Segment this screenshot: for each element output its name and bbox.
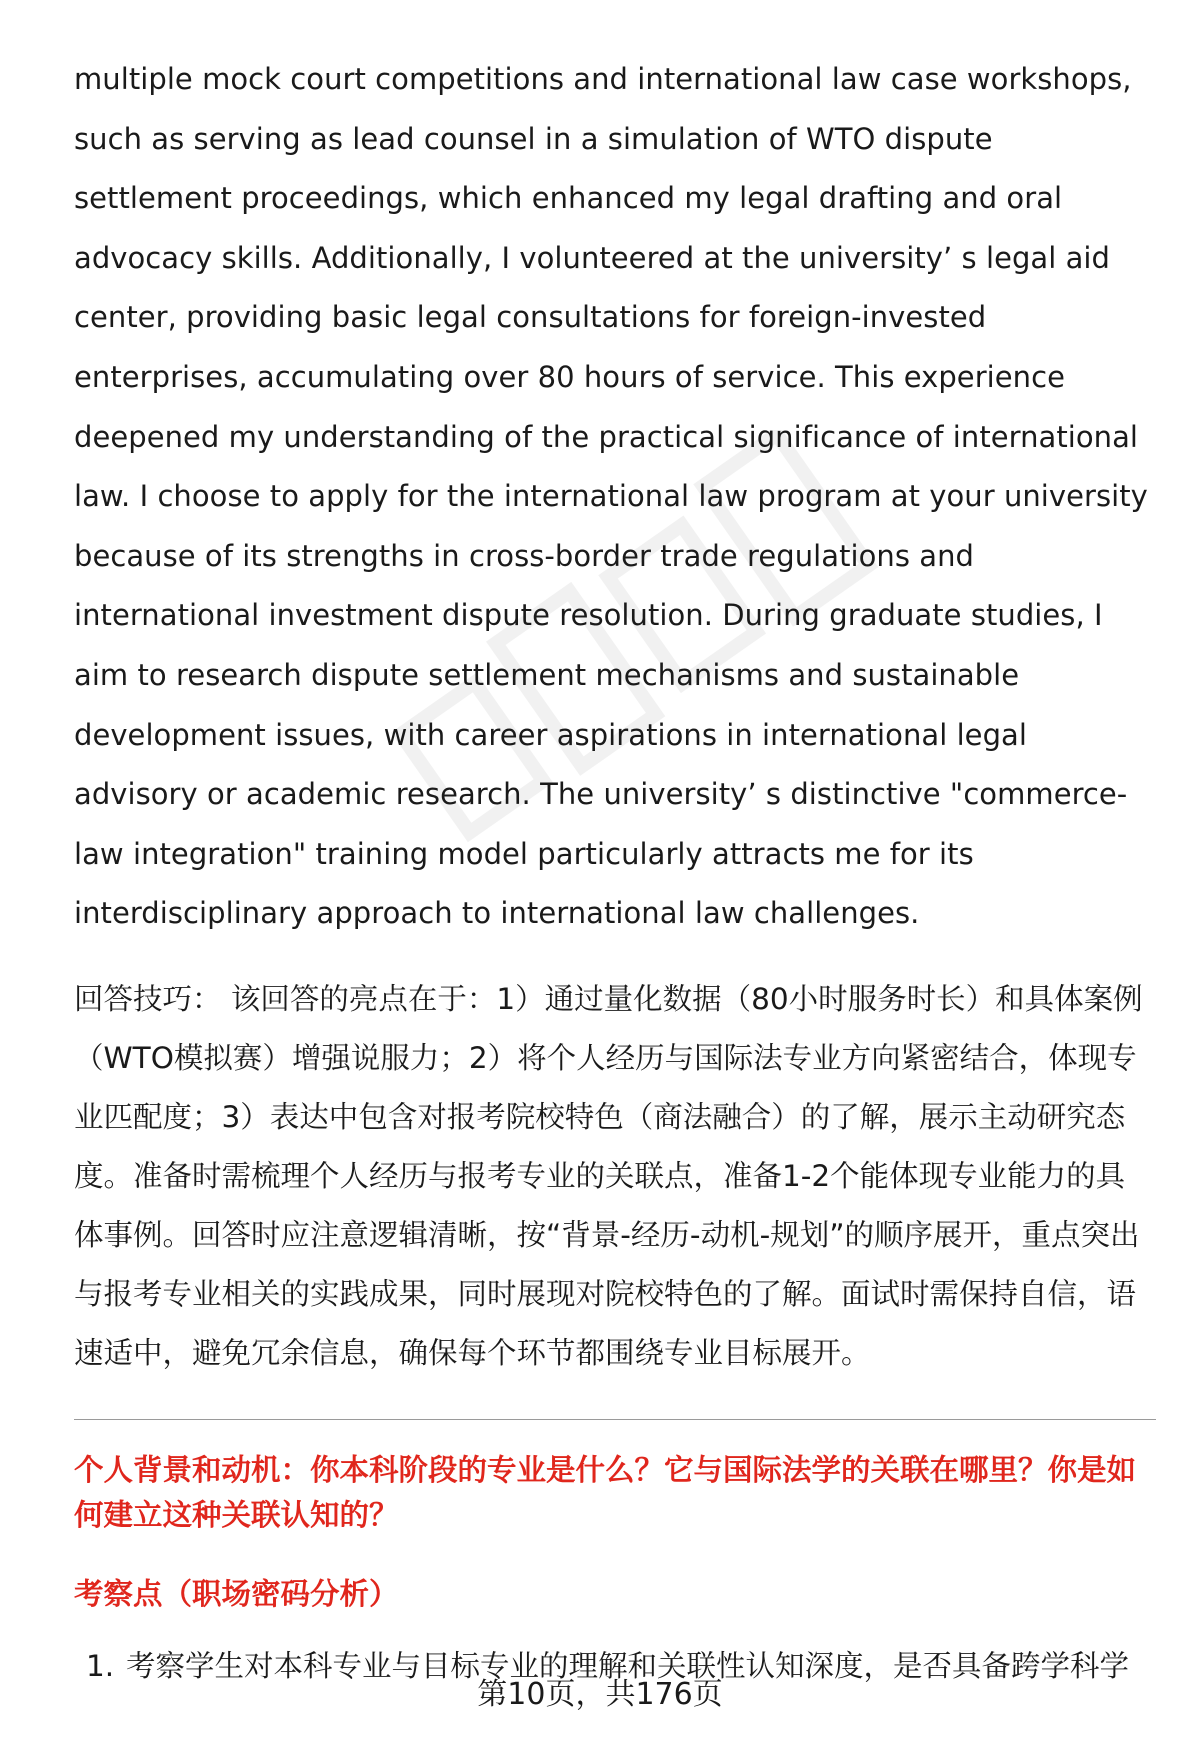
assessment-points-heading: 考察点（职场密码分析） bbox=[74, 1576, 399, 1611]
interview-question: 个人背景和动机：你本科阶段的专业是什么？它与国际法学的关联在哪里？你是如何建立这种关联认知的？ bbox=[74, 1452, 1137, 1532]
main-content bbox=[74, 50, 1150, 1686]
english-answer-paragraph: multiple mock court competitions and international law case workshops, such as serving as lead counsel in a simulation of WTO dispute settlement proceedings, which enhanced my legal drafting and oral advocacy skills. Additionally, I volunteered at the university’ s legal aid center, providing basic legal consultations for foreign-invested enterprises, accumulating over 80 hours of service. This experience deepened my understanding of the practical significance of international law. I choose to apply for the international law program at your university because of its strengths in cross-border trade regulations and international investment dispute resolution. During graduate studies, I aim to research dispute settlement mechanisms and sustainable development issues, with career aspirations in international legal advisory or academic research. The university’ s distinctive "commerce-law integration" training model particularly attracts me for its interdisciplinary approach to international law challenges. bbox=[74, 62, 1148, 931]
answer-tips-paragraph: 回答技巧： 该回答的亮点在于：1）通过量化数据（80小时服务时长）和具体案例（WTO模拟赛）增强说服力；2）将个人经历与国际法专业方向紧密结合，体现专业匹配度；3）表达中包含对报考院校特色（商法融合）的了解，展示主动研究态度。准备时需梳理个人经历与报考专业的关联点，准备1-2个能体现专业能力的具体事例。回答时应注意逻辑清晰，按“背景-经历-动机-规划”的顺序展开，重点突出与报考专业相关的实践成果，同时展现对院校特色的了解。面试时需保持自信，语速适中，避免冗余信息，确保每个环节都围绕专业目标展开。 bbox=[74, 981, 1143, 1370]
page-number-footer: 第10页，共176页 bbox=[477, 1677, 723, 1712]
section-divider bbox=[74, 1419, 1156, 1420]
list-item-text: 考察学生对本科专业与目标专业的理解和关联性认知深度，是否具备跨学科学 bbox=[126, 1648, 1130, 1683]
list-item-number: 1. bbox=[86, 1648, 115, 1683]
